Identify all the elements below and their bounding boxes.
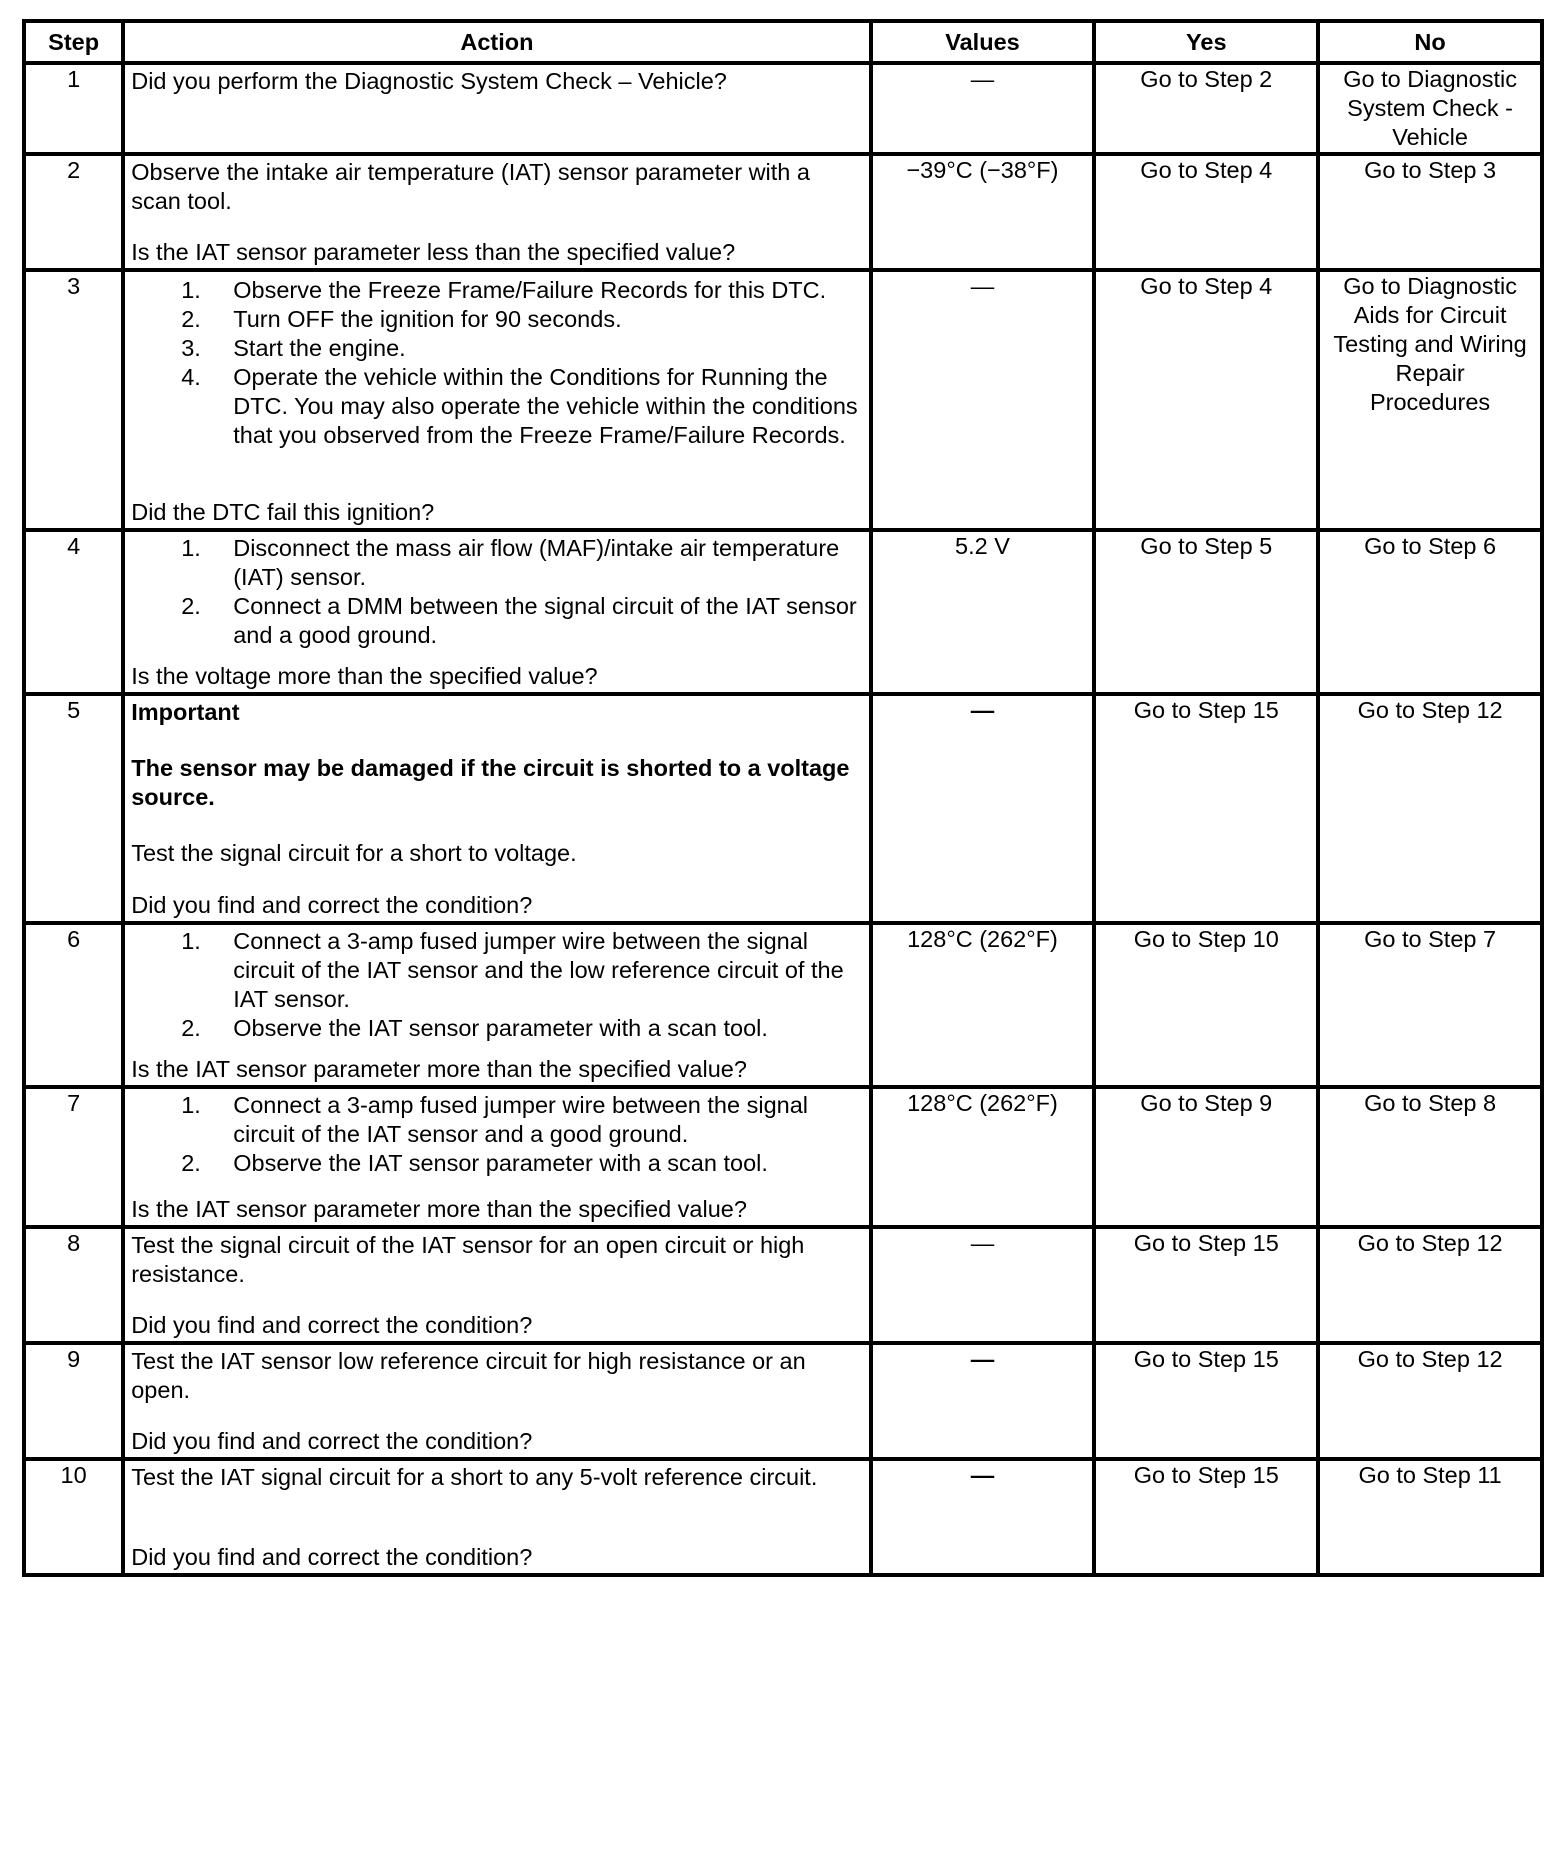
no-cell (1318, 923, 1542, 1087)
list-item: 4. Operate the vehicle within the Conditions for Running the DTC. You may also operate the vehicle within the conditions that you observed from the Freeze Frame/Failure Records. (181, 364, 858, 448)
action-question: Is the IAT sensor parameter less than the specified value? (131, 239, 736, 265)
yes-cell (1094, 270, 1318, 530)
header-step: Step (24, 21, 123, 63)
action-steps (131, 534, 860, 650)
value-cell: — (871, 63, 1095, 154)
step-number: 9 (24, 1343, 123, 1459)
table-row (24, 1343, 1542, 1459)
yes-cell (1094, 1227, 1318, 1343)
no-link[interactable]: Go to Step 8 (1364, 1090, 1497, 1116)
header-yes: Yes (1094, 21, 1318, 63)
no-link[interactable]: Go to Step 7 (1364, 926, 1497, 952)
yes-link[interactable]: Go to Step 4 (1140, 273, 1273, 299)
no-cell (1318, 154, 1542, 270)
yes-cell (1094, 530, 1318, 694)
list-item: 2. Observe the IAT sensor parameter with a scan tool. (181, 1150, 768, 1176)
action-question: Did the DTC fail this ignition? (131, 499, 435, 525)
list-item: 3. Start the engine. (181, 335, 406, 361)
step-number: 5 (24, 694, 123, 923)
action-cell (123, 154, 870, 270)
action-cell (123, 1343, 870, 1459)
yes-cell (1094, 923, 1318, 1087)
no-link[interactable]: Go to Step 6 (1364, 533, 1497, 559)
action-text: Test the signal circuit for a short to voltage. (131, 840, 577, 866)
header-values: Values (871, 21, 1095, 63)
list-item: 2. Observe the IAT sensor parameter with a scan tool. (181, 1015, 768, 1041)
no-cell (1318, 1459, 1542, 1575)
action-cell (123, 1087, 870, 1227)
table-row (24, 1087, 1542, 1227)
step-number: 10 (24, 1459, 123, 1575)
no-link[interactable]: Go to Diagnostic Aids for Circuit Testing and Wiring Repair Procedures (1333, 273, 1527, 415)
yes-link[interactable]: Go to Step 2 (1140, 66, 1273, 92)
yes-link[interactable]: Go to Step 15 (1133, 1462, 1279, 1488)
step-number: 7 (24, 1087, 123, 1227)
action-text: Observe the intake air temperature (IAT) sensor parameter with a scan tool. (131, 159, 810, 214)
no-cell (1318, 270, 1542, 530)
step-number: 2 (24, 154, 123, 270)
value-cell: 128°C (262°F) (871, 923, 1095, 1087)
step-number: 1 (24, 63, 123, 154)
action-cell (123, 530, 870, 694)
important-text: The sensor may be damaged if the circuit is shorted to a voltage source. (131, 755, 850, 810)
no-link[interactable]: Go to Step 12 (1357, 1230, 1503, 1256)
list-item: 1. Observe the Freeze Frame/Failure Records for this DTC. (181, 277, 827, 303)
action-question: Did you find and correct the condition? (131, 1312, 533, 1338)
no-cell (1318, 694, 1542, 923)
step-number: 8 (24, 1227, 123, 1343)
action-question: Did you find and correct the condition? (131, 892, 533, 918)
no-cell (1318, 1087, 1542, 1227)
action-steps (131, 1091, 860, 1178)
diagnostic-table (22, 19, 1544, 1577)
table-row (24, 530, 1542, 694)
no-link[interactable]: Go to Step 12 (1357, 1346, 1503, 1372)
action-steps (131, 276, 860, 450)
diagnostic-page (22, 19, 1544, 1577)
no-link[interactable]: Go to Step 12 (1357, 697, 1503, 723)
yes-link[interactable]: Go to Step 9 (1140, 1090, 1273, 1116)
action-text: Test the IAT sensor low reference circuit for high resistance or an open. (131, 1348, 806, 1403)
list-item: 1. Connect a 3-amp fused jumper wire between the signal circuit of the IAT sensor and the low reference circuit of the IAT sensor. (181, 928, 844, 1012)
yes-cell (1094, 1087, 1318, 1227)
yes-link[interactable]: Go to Step 15 (1133, 1346, 1279, 1372)
action-question: Is the voltage more than the specified value? (131, 663, 598, 689)
value-cell: — (871, 270, 1095, 530)
value-cell: −39°C (−38°F) (871, 154, 1095, 270)
no-link[interactable]: Go to Diagnostic System Check - Vehicle (1343, 66, 1517, 150)
table-row (24, 63, 1542, 154)
yes-link[interactable]: Go to Step 10 (1133, 926, 1279, 952)
table-row (24, 1227, 1542, 1343)
table-row (24, 1459, 1542, 1575)
important-label: Important (131, 699, 240, 725)
yes-link[interactable]: Go to Step 15 (1133, 697, 1279, 723)
step-number: 6 (24, 923, 123, 1087)
yes-link[interactable]: Go to Step 4 (1140, 157, 1273, 183)
value-cell: 5.2 V (871, 530, 1095, 694)
action-cell (123, 63, 870, 154)
value-cell: — (871, 694, 1095, 923)
no-cell (1318, 530, 1542, 694)
action-text: Test the IAT signal circuit for a short to any 5-volt reference circuit. (131, 1464, 818, 1490)
value-cell: 128°C (262°F) (871, 1087, 1095, 1227)
action-cell (123, 923, 870, 1087)
action-question: Did you find and correct the condition? (131, 1544, 533, 1570)
yes-cell (1094, 154, 1318, 270)
value-cell: — (871, 1343, 1095, 1459)
yes-cell (1094, 1343, 1318, 1459)
list-item: 2. Turn OFF the ignition for 90 seconds. (181, 306, 622, 332)
table-row (24, 154, 1542, 270)
no-link[interactable]: Go to Step 11 (1358, 1462, 1502, 1488)
value-cell: — (871, 1227, 1095, 1343)
yes-link[interactable]: Go to Step 15 (1133, 1230, 1279, 1256)
no-link[interactable]: Go to Step 3 (1364, 157, 1497, 183)
no-cell (1318, 1343, 1542, 1459)
value-cell: — (871, 1459, 1095, 1575)
step-number: 3 (24, 270, 123, 530)
action-question: Is the IAT sensor parameter more than the specified value? (131, 1196, 747, 1222)
yes-cell (1094, 1459, 1318, 1575)
yes-cell (1094, 694, 1318, 923)
yes-cell (1094, 63, 1318, 154)
table-header-row (24, 21, 1542, 63)
list-item: 2. Connect a DMM between the signal circuit of the IAT sensor and a good ground. (181, 593, 857, 648)
action-cell (123, 1227, 870, 1343)
list-item: 1. Connect a 3-amp fused jumper wire between the signal circuit of the IAT sensor and a good ground. (181, 1092, 808, 1147)
action-text: Test the signal circuit of the IAT sensor for an open circuit or high resistance. (131, 1232, 805, 1287)
action-text: Did you perform the Diagnostic System Check – Vehicle? (131, 68, 727, 94)
no-cell (1318, 63, 1542, 154)
header-no: No (1318, 21, 1542, 63)
table-row (24, 270, 1542, 530)
table-row (24, 923, 1542, 1087)
action-steps (131, 927, 860, 1043)
yes-link[interactable]: Go to Step 5 (1140, 533, 1273, 559)
table-row (24, 694, 1542, 923)
no-cell (1318, 1227, 1542, 1343)
list-item: 1. Disconnect the mass air flow (MAF)/intake air temperature (IAT) sensor. (181, 535, 840, 590)
action-cell (123, 694, 870, 923)
step-number: 4 (24, 530, 123, 694)
action-cell (123, 1459, 870, 1575)
header-action: Action (123, 21, 870, 63)
action-cell (123, 270, 870, 530)
action-question: Did you find and correct the condition? (131, 1428, 533, 1454)
action-question: Is the IAT sensor parameter more than the specified value? (131, 1056, 747, 1082)
